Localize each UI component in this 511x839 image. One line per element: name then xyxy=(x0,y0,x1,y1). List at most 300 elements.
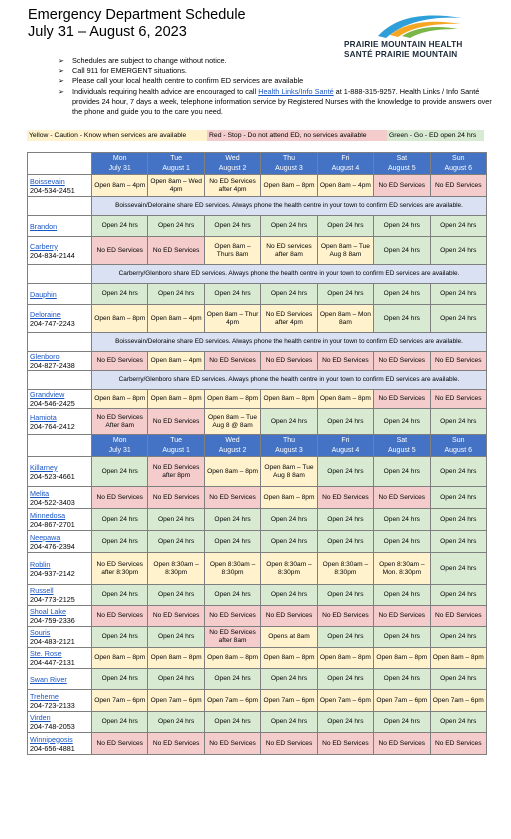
schedule-cell: Open 24 hrs xyxy=(430,457,486,487)
site-name-link[interactable]: Ste. Rose xyxy=(30,649,62,658)
site-cell xyxy=(28,648,92,669)
schedule-cell: No ED Services xyxy=(374,175,430,197)
day-header-cell xyxy=(148,435,204,457)
schedule-cell: No ED Services xyxy=(430,175,486,197)
note-item xyxy=(58,87,498,118)
day-name: Fri xyxy=(341,155,350,162)
schedule-cell: Open 24 hrs xyxy=(204,216,260,237)
schedule-cell: Open 24 hrs xyxy=(317,531,373,553)
schedule-cell: Open 24 hrs xyxy=(148,627,204,648)
site-row xyxy=(28,175,487,197)
day-name: Sun xyxy=(452,155,465,162)
schedule-cell: Open 8am – 8pm xyxy=(261,175,317,197)
schedule-cell: Open 24 hrs xyxy=(261,284,317,305)
schedule-cell: Open 24 hrs xyxy=(430,712,486,733)
schedule-cell: Open 24 hrs xyxy=(317,409,373,435)
site-phone: 204-834-2144 xyxy=(30,250,75,260)
schedule-cell: Open 24 hrs xyxy=(92,669,148,690)
schedule-cell: Open 8am – Tue Aug 8 @ 8am xyxy=(204,409,260,435)
site-row xyxy=(28,733,487,755)
schedule-cell: Open 24 hrs xyxy=(261,409,317,435)
schedule-cell: Open 24 hrs xyxy=(317,509,373,531)
day-name: Sun xyxy=(452,437,465,444)
schedule-cell: No ED Services xyxy=(148,606,204,627)
site-name-link[interactable]: Souris xyxy=(30,628,51,637)
schedule-cell: No ED Services After 8am xyxy=(92,409,148,435)
schedule-cell: Open 8am – Thur 4pm xyxy=(204,305,260,333)
site-cell xyxy=(28,606,92,627)
schedule-cell: No ED Services xyxy=(148,237,204,265)
day-header-cell xyxy=(374,435,430,457)
wave-logo-icon xyxy=(376,10,464,40)
site-phone: 204-483-2121 xyxy=(30,637,75,646)
schedule-cell: Open 24 hrs xyxy=(430,487,486,509)
schedule-cell: Open 8am – 8pm xyxy=(261,487,317,509)
day-header-cell xyxy=(92,435,148,457)
day-date: July 31 xyxy=(108,164,131,172)
day-date: August 3 xyxy=(275,446,303,454)
schedule-cell: No ED Services xyxy=(204,487,260,509)
schedule-cell: No ED Services xyxy=(261,606,317,627)
site-phone: 204-748-2053 xyxy=(30,722,75,731)
site-cell xyxy=(28,733,92,755)
schedule-cell: Open 7am – 6pm xyxy=(430,690,486,712)
schedule-cell: No ED Services xyxy=(204,606,260,627)
note-item: ➢ Schedules are subject to change without notice. xyxy=(58,56,498,66)
site-name-link[interactable]: Neepawa xyxy=(30,532,61,542)
schedule-cell: Open 24 hrs xyxy=(430,669,486,690)
schedule-cell: Open 8am – 8pm xyxy=(261,390,317,409)
schedule-cell: No ED Services xyxy=(148,733,204,755)
day-name: Sat xyxy=(396,155,408,162)
site-phone: 204-773-2125 xyxy=(30,595,75,604)
schedule-cell: Open 24 hrs xyxy=(317,669,373,690)
schedule-cell: No ED Services xyxy=(204,352,260,371)
site-cell xyxy=(28,531,92,553)
schedule-cell: No ED Services xyxy=(374,390,430,409)
site-phone: 204-764-2412 xyxy=(30,421,75,431)
schedule-cell: No ED Services after 8:30pm xyxy=(92,553,148,585)
site-phone: 204-827-2438 xyxy=(30,361,75,370)
schedule-cell: No ED Services xyxy=(430,606,486,627)
schedule-cell: Open 8am – 8pm xyxy=(204,457,260,487)
schedule-cell: Open 24 hrs xyxy=(374,585,430,606)
site-name-link[interactable]: Winnipegosis xyxy=(30,734,73,744)
schedule-cell: No ED Services xyxy=(92,237,148,265)
schedule-cell: Open 24 hrs xyxy=(317,284,373,305)
schedule-cell: Opens at 8am xyxy=(261,627,317,648)
schedule-table xyxy=(27,152,487,755)
site-row xyxy=(28,648,487,669)
site-phone: 204-867-2701 xyxy=(30,519,75,529)
site-name-link[interactable]: Melita xyxy=(30,488,50,498)
schedule-cell: Open 24 hrs xyxy=(430,237,486,265)
schedule-cell: Open 24 hrs xyxy=(374,305,430,333)
schedule-cell: Open 8am – 8pm xyxy=(374,648,430,669)
day-name: Thu xyxy=(282,155,295,162)
day-name: Wed xyxy=(225,437,240,444)
schedule-cell: No ED Services after 4pm xyxy=(261,305,317,333)
legend-green: Green - Go - ED open 24 hrs xyxy=(387,130,484,141)
schedule-cell: Open 8:30am – 8:30pm xyxy=(261,553,317,585)
schedule-cell: No ED Services xyxy=(430,390,486,409)
schedule-cell: Open 24 hrs xyxy=(148,669,204,690)
site-phone: 204-447-2131 xyxy=(30,658,75,667)
schedule-cell: Open 24 hrs xyxy=(261,531,317,553)
day-date: August 5 xyxy=(388,164,416,172)
day-header-cell xyxy=(92,153,148,175)
schedule-cell: Open 8am – 8pm xyxy=(148,390,204,409)
day-name: Tue xyxy=(170,155,183,162)
site-cell xyxy=(28,487,92,509)
schedule-cell: Open 24 hrs xyxy=(92,284,148,305)
schedule-cell: Open 24 hrs xyxy=(92,531,148,553)
site-row xyxy=(28,284,487,305)
schedule-cell: Open 8am – 8pm xyxy=(317,648,373,669)
schedule-cell: Open 24 hrs xyxy=(204,284,260,305)
shared-services-note: Boissevain/Deloraine share ED services. Always phone the health centre in your town to confirm ED services are available. xyxy=(92,197,487,216)
schedule-cell: Open 7am – 6pm xyxy=(374,690,430,712)
schedule-cell: No ED Services after 8pm xyxy=(148,457,204,487)
note-item: ➢ Call 911 for EMERGENT situations. xyxy=(58,66,498,76)
site-cell xyxy=(28,216,92,237)
schedule-cell: Open 24 hrs xyxy=(374,237,430,265)
schedule-cell: Open 24 hrs xyxy=(148,712,204,733)
schedule-cell: Open 24 hrs xyxy=(317,216,373,237)
site-name-link[interactable]: Carberry xyxy=(30,241,58,251)
site-phone: 204-937-2142 xyxy=(30,568,75,578)
site-row xyxy=(28,352,487,371)
schedule-cell: Open 7am – 6pm xyxy=(92,690,148,712)
schedule-cell: Open 24 hrs xyxy=(261,585,317,606)
page-title xyxy=(28,7,246,41)
day-header-cell xyxy=(261,435,317,457)
schedule-cell: Open 7am – 6pm xyxy=(261,690,317,712)
day-name: Mon xyxy=(112,437,127,444)
logo-line-2: SANTÉ PRAIRIE MOUNTAIN xyxy=(344,50,458,59)
schedule-cell: No ED Services xyxy=(261,352,317,371)
site-cell xyxy=(28,585,92,606)
site-row xyxy=(28,712,487,733)
schedule-cell: No ED Services xyxy=(92,352,148,371)
schedule-cell: Open 7am – 6pm xyxy=(317,690,373,712)
schedule-cell: Open 24 hrs xyxy=(204,585,260,606)
schedule-cell: Open 8:30am – 8:30pm xyxy=(317,553,373,585)
schedule-cell: Open 24 hrs xyxy=(374,284,430,305)
site-name-link[interactable]: Brandon xyxy=(30,221,58,231)
site-row xyxy=(28,690,487,712)
title-line-1: Emergency Department Schedule xyxy=(28,7,246,23)
day-date: August 4 xyxy=(331,164,360,172)
schedule-cell: Open 24 hrs xyxy=(374,712,430,733)
color-legend xyxy=(27,130,484,141)
schedule-cell: Open 8am – 8pm xyxy=(317,390,373,409)
schedule-cell: Open 24 hrs xyxy=(261,712,317,733)
schedule-cell: No ED services after 8am xyxy=(261,237,317,265)
schedule-cell: Open 24 hrs xyxy=(148,284,204,305)
note-blank-cell xyxy=(28,371,92,390)
day-header-cell xyxy=(204,153,260,175)
site-name-link[interactable]: Killarney xyxy=(30,462,58,472)
schedule-cell: Open 24 hrs xyxy=(430,216,486,237)
day-date: August 4 xyxy=(331,446,360,454)
schedule-cell: No ED Services xyxy=(317,606,373,627)
schedule-cell: Open 8:30am – 8:30pm xyxy=(148,553,204,585)
schedule-cell: No ED Services xyxy=(92,733,148,755)
site-row xyxy=(28,669,487,690)
schedule-cell: Open 24 hrs xyxy=(317,457,373,487)
day-name: Fri xyxy=(341,437,350,444)
day-header-cell xyxy=(261,153,317,175)
schedule-cell: Open 8am – 4pm xyxy=(317,175,373,197)
schedule-cell: Open 8am – 4pm xyxy=(148,305,204,333)
day-header-cell xyxy=(430,153,486,175)
site-row xyxy=(28,487,487,509)
site-row xyxy=(28,305,487,333)
site-name-link[interactable]: Grandview xyxy=(30,390,65,399)
schedule-cell: Open 8am – 8pm xyxy=(92,648,148,669)
schedule-cell: Open 8am – 4pm xyxy=(148,352,204,371)
schedule-cell: Open 8am – 8pm xyxy=(430,648,486,669)
schedule-cell: Open 8am – 8pm xyxy=(261,648,317,669)
schedule-cell: Open 8am – Mon 8am xyxy=(317,305,373,333)
schedule-cell: Open 7am – 6pm xyxy=(204,690,260,712)
day-header-row xyxy=(28,435,487,457)
schedule-cell: Open 8am – 8pm xyxy=(92,390,148,409)
note-text: at 1-888-315-9257. Health Links / Info Santé provides 24 hour, 7 days a week, telephone information service by Registered Nurses with the knowledge to provide answers over the phone and guide you to the care you need. xyxy=(72,86,492,117)
site-phone: 204-747-2243 xyxy=(30,318,75,328)
shared-services-note: Carberry/Glenboro share ED services. Always phone the health centre in your town to confirm ED services are available. xyxy=(92,371,487,390)
schedule-cell: No ED Services xyxy=(317,733,373,755)
site-name-link[interactable]: Roblin xyxy=(30,559,51,569)
schedule-cell: No ED Services xyxy=(317,487,373,509)
site-cell xyxy=(28,669,92,690)
day-date: August 6 xyxy=(444,446,473,454)
note-blank-cell xyxy=(28,333,92,352)
site-name-link[interactable]: Deloraine xyxy=(30,309,61,319)
header-blank-cell xyxy=(28,435,92,457)
day-date: August 6 xyxy=(444,164,473,172)
schedule-cell: No ED Services xyxy=(92,606,148,627)
schedule-cell: Open 24 hrs xyxy=(374,531,430,553)
note-item: ➢ Please call your local health centre to confirm ED services are available xyxy=(58,76,498,86)
day-name: Thu xyxy=(282,437,295,444)
shared-services-note: Carberry/Glenboro share ED services. Always phone the health centre in your town to confirm ED services are available. xyxy=(92,265,487,284)
schedule-cell: Open 24 hrs xyxy=(430,509,486,531)
schedule-cell: Open 24 hrs xyxy=(430,305,486,333)
site-name-link[interactable]: Glenboro xyxy=(30,352,60,361)
health-links-link[interactable]: Health Links/Info Santé xyxy=(258,86,334,96)
schedule-cell: Open 8am – 8pm xyxy=(204,648,260,669)
schedule-cell: Open 24 hrs xyxy=(430,553,486,585)
day-date: August 2 xyxy=(218,446,247,454)
day-header-cell xyxy=(148,153,204,175)
site-cell xyxy=(28,690,92,712)
schedule-cell: Open 24 hrs xyxy=(374,627,430,648)
schedule-cell: Open 8am – Thurs 8am xyxy=(204,237,260,265)
schedule-cell: Open 24 hrs xyxy=(317,627,373,648)
schedule-cell: Open 24 hrs xyxy=(374,669,430,690)
schedule-cell: No ED Services xyxy=(92,487,148,509)
schedule-cell: No ED Services after 4pm xyxy=(204,175,260,197)
legend-red: Red - Stop - Do not attend ED, no services available xyxy=(207,130,387,141)
schedule-cell: No ED Services xyxy=(430,352,486,371)
schedule-cell: No ED Services xyxy=(317,352,373,371)
schedule-cell: Open 24 hrs xyxy=(92,457,148,487)
day-date: August 3 xyxy=(275,164,303,172)
schedule-cell: No ED Services xyxy=(374,352,430,371)
schedule-cell: Open 8am – 4pm xyxy=(92,175,148,197)
schedule-cell: Open 24 hrs xyxy=(92,509,148,531)
site-phone: 204-546-2425 xyxy=(30,399,75,408)
schedule-cell: Open 24 hrs xyxy=(148,585,204,606)
site-name-link[interactable]: Russell xyxy=(30,586,54,595)
schedule-cell: No ED Services xyxy=(261,733,317,755)
site-name-link[interactable]: Shoal Lake xyxy=(30,607,66,616)
site-cell xyxy=(28,237,92,265)
site-name-link[interactable]: Swan River xyxy=(30,674,67,684)
schedule-cell: Open 24 hrs xyxy=(430,531,486,553)
site-phone: 204-523-4661 xyxy=(30,471,75,481)
site-phone: 204-534-2451 xyxy=(30,185,75,195)
schedule-cell: Open 24 hrs xyxy=(430,627,486,648)
schedule-cell: Open 24 hrs xyxy=(430,409,486,435)
site-name-link[interactable]: Treherne xyxy=(30,691,59,701)
schedule-cell: Open 24 hrs xyxy=(92,585,148,606)
schedule-cell: Open 24 hrs xyxy=(430,284,486,305)
day-date: August 1 xyxy=(162,446,190,454)
schedule-cell: No ED Services xyxy=(204,733,260,755)
schedule-cell: Open 8am – 8pm xyxy=(148,648,204,669)
site-name-link[interactable]: Boissevain xyxy=(30,176,65,186)
schedule-cell: Open 8:30am – 8:30pm xyxy=(204,553,260,585)
day-name: Mon xyxy=(112,155,127,162)
day-date: July 31 xyxy=(108,446,131,454)
day-header-row xyxy=(28,153,487,175)
site-phone: 204-723-2133 xyxy=(30,700,75,710)
site-cell xyxy=(28,284,92,305)
day-header-cell xyxy=(430,435,486,457)
schedule-cell: Open 24 hrs xyxy=(374,216,430,237)
schedule-cell: No ED Services xyxy=(374,733,430,755)
shared-services-note-row xyxy=(28,333,487,352)
site-cell xyxy=(28,457,92,487)
site-phone: 204-656-4881 xyxy=(30,743,75,753)
day-header-cell xyxy=(317,153,373,175)
shared-services-note-row xyxy=(28,197,487,216)
note-blank-cell xyxy=(28,265,92,284)
logo-line-1: PRAIRIE MOUNTAIN HEALTH xyxy=(344,40,463,49)
site-cell xyxy=(28,305,92,333)
site-cell xyxy=(28,175,92,197)
site-name-link[interactable]: Minnedosa xyxy=(30,510,66,520)
site-phone: 204-476-2394 xyxy=(30,541,75,551)
schedule-cell: Open 24 hrs xyxy=(204,712,260,733)
schedule-cell: Open 24 hrs xyxy=(261,216,317,237)
schedule-cell: No ED Services after 8am xyxy=(204,627,260,648)
day-header-cell xyxy=(374,153,430,175)
site-cell xyxy=(28,712,92,733)
legend-yellow: Yellow - Caution - Know when services are available xyxy=(27,130,207,141)
schedule-cell: Open 8am – 8pm xyxy=(204,390,260,409)
schedule-cell: Open 8am – Wed 4pm xyxy=(148,175,204,197)
schedule-cell: Open 8am – Tue Aug 8 8am xyxy=(317,237,373,265)
site-name-link[interactable]: Hamiota xyxy=(30,412,57,422)
schedule-cell: Open 24 hrs xyxy=(374,457,430,487)
day-name: Wed xyxy=(225,155,240,162)
title-line-2: July 31 – August 6, 2023 xyxy=(28,24,187,40)
schedule-cell: No ED Services xyxy=(148,409,204,435)
pmh-logo xyxy=(340,10,490,62)
day-date: August 5 xyxy=(388,446,416,454)
shared-services-note: Boissevain/Deloraine share ED services. Always phone the health centre in your town to confirm ED services are available. xyxy=(92,333,487,352)
site-phone: 204-522-3403 xyxy=(30,497,75,507)
site-cell xyxy=(28,352,92,371)
day-name: Tue xyxy=(170,437,183,444)
schedule-cell: Open 24 hrs xyxy=(148,216,204,237)
site-row xyxy=(28,531,487,553)
schedule-cell: Open 8am – Tue Aug 8 8am xyxy=(261,457,317,487)
schedule-cell: Open 24 hrs xyxy=(204,531,260,553)
schedule-cell: Open 24 hrs xyxy=(148,531,204,553)
site-row xyxy=(28,237,487,265)
day-header-cell xyxy=(204,435,260,457)
site-cell xyxy=(28,627,92,648)
schedule-cell: Open 24 hrs xyxy=(374,409,430,435)
schedule-cell: Open 24 hrs xyxy=(317,712,373,733)
site-cell xyxy=(28,553,92,585)
header-blank-cell xyxy=(28,153,92,175)
schedule-cell: Open 8am – 8pm xyxy=(92,305,148,333)
day-date: August 1 xyxy=(162,164,190,172)
schedule-cell: Open 24 hrs xyxy=(92,712,148,733)
schedule-cell: Open 24 hrs xyxy=(204,509,260,531)
site-name-link[interactable]: Dauphin xyxy=(30,289,57,299)
site-name-link[interactable]: Virden xyxy=(30,713,51,722)
schedule-cell: Open 24 hrs xyxy=(430,585,486,606)
site-phone: 204-759-2336 xyxy=(30,616,75,625)
day-name: Sat xyxy=(396,437,408,444)
note-blank-cell xyxy=(28,197,92,216)
site-row xyxy=(28,553,487,585)
schedule-cell: Open 24 hrs xyxy=(261,669,317,690)
day-date: August 2 xyxy=(218,164,247,172)
schedule-cell: Open 8:30am – Mon. 8:30pm xyxy=(374,553,430,585)
schedule-cell: Open 24 hrs xyxy=(261,509,317,531)
shared-services-note-row xyxy=(28,265,487,284)
site-row xyxy=(28,409,487,435)
shared-services-note-row xyxy=(28,371,487,390)
site-cell xyxy=(28,409,92,435)
site-cell xyxy=(28,509,92,531)
site-row xyxy=(28,509,487,531)
schedule-cell: Open 24 hrs xyxy=(317,585,373,606)
schedule-cell: Open 24 hrs xyxy=(204,669,260,690)
schedule-cell: No ED Services xyxy=(148,487,204,509)
site-row xyxy=(28,457,487,487)
schedule-cell: Open 24 hrs xyxy=(148,509,204,531)
schedule-cell: Open 24 hrs xyxy=(92,216,148,237)
day-header-cell xyxy=(317,435,373,457)
site-row xyxy=(28,216,487,237)
site-row xyxy=(28,585,487,606)
schedule-cell: Open 7am – 6pm xyxy=(148,690,204,712)
note-text: Individuals requiring health advice are encouraged to call xyxy=(72,86,259,96)
schedule-cell: No ED Services xyxy=(374,487,430,509)
site-row xyxy=(28,606,487,627)
site-cell xyxy=(28,390,92,409)
site-row xyxy=(28,627,487,648)
